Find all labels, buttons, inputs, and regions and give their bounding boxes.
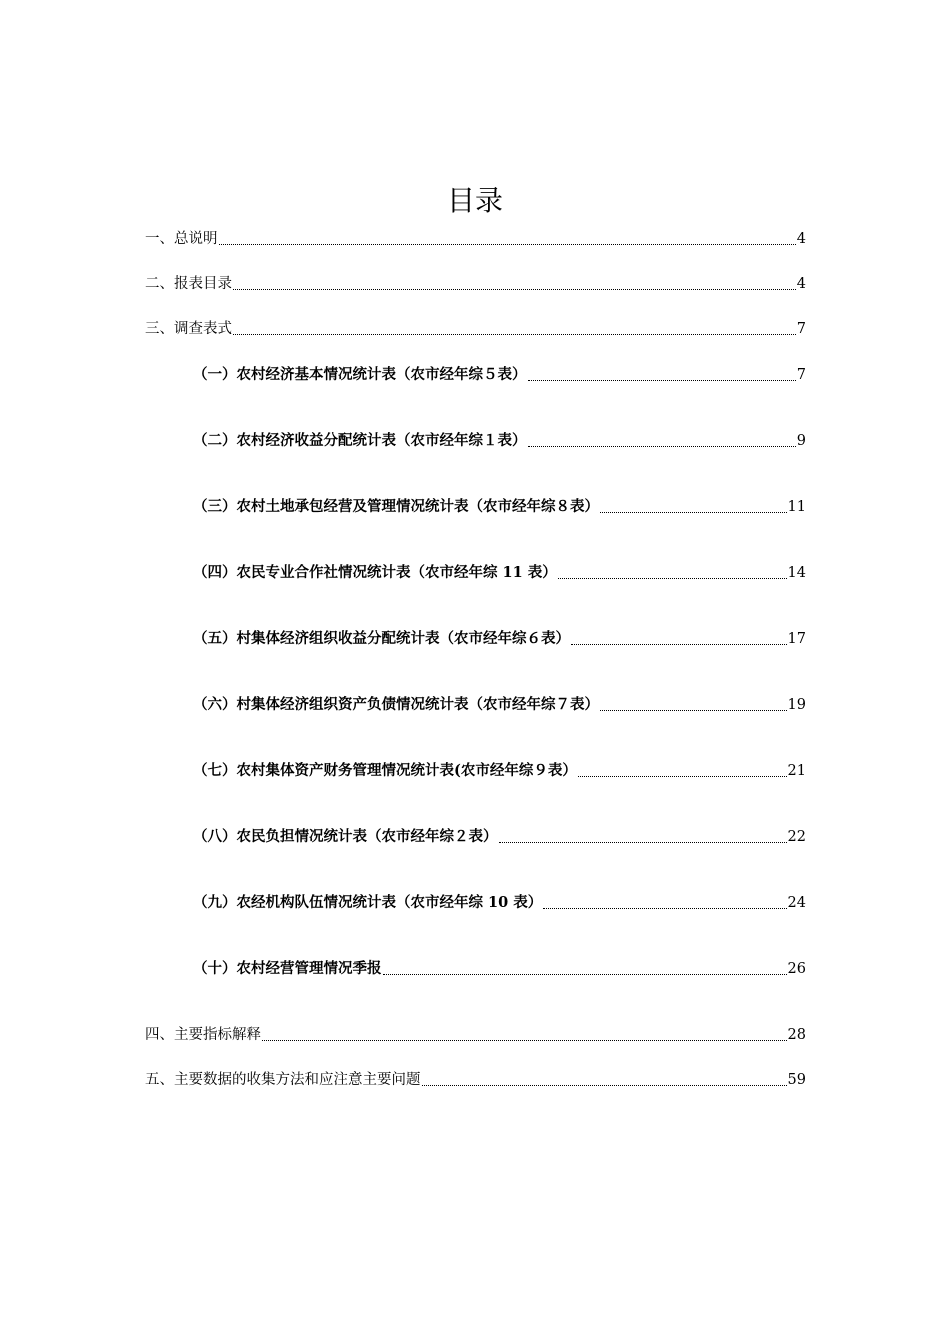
toc-subentry-7[interactable] (193, 757, 806, 781)
toc-page-number: 14 (787, 565, 806, 581)
toc-subentry-6[interactable] (193, 691, 806, 715)
toc-subentry-1[interactable] (193, 361, 806, 385)
toc-leader-dots (528, 446, 796, 447)
toc-page-number: 11 (787, 499, 806, 515)
toc-subentry-4[interactable] (193, 559, 806, 583)
toc-leader-dots (233, 334, 796, 335)
toc-entry-text: 三、调查表式 (145, 321, 232, 337)
toc-entry-survey-forms[interactable] (145, 315, 806, 339)
toc-entry-text: （七）农村集体资产财务管理情况统计表(农市经年综９表） (193, 762, 577, 779)
toc-page-number: 26 (787, 961, 806, 977)
toc-subentry-2[interactable] (193, 427, 806, 451)
toc-entry-general-description[interactable] (145, 225, 806, 249)
toc-entry-text: （五）村集体经济组织收益分配统计表（农市经年综６表） (193, 630, 570, 647)
toc-page-number: 22 (787, 829, 806, 845)
toc-entry-text: （六）村集体经济组织资产负债情况统计表（农市经年综７表） (193, 696, 599, 713)
toc-leader-dots (233, 289, 796, 290)
toc-page-number: 7 (796, 367, 806, 383)
toc-leader-dots (558, 578, 787, 579)
toc-leader-dots (383, 974, 787, 975)
toc-leader-dots (600, 512, 787, 513)
toc-leader-dots (528, 380, 796, 381)
toc-subentry-10[interactable] (193, 955, 806, 979)
toc-entry-text: 二、报表目录 (145, 276, 232, 292)
toc-page-number: 59 (787, 1072, 806, 1088)
toc-entry-text: （八）农民负担情况统计表（农市经年综２表） (193, 828, 498, 845)
toc-leader-dots (578, 776, 787, 777)
toc-entry-text: 五、主要数据的收集方法和应注意主要问题 (145, 1072, 421, 1088)
toc-leader-dots (543, 908, 786, 909)
toc-subentry-3[interactable] (193, 493, 806, 517)
toc-subentry-9[interactable] (193, 889, 806, 913)
toc-entry-text: （二）农村经济收益分配统计表（农市经年综１表） (193, 432, 527, 449)
toc-page-number: 4 (796, 231, 806, 247)
toc-page-number: 17 (787, 631, 806, 647)
toc-subentry-8[interactable] (193, 823, 806, 847)
toc-leader-dots (499, 842, 787, 843)
toc-entry-text: 一、总说明 (145, 231, 218, 247)
page-title: 目录 (446, 184, 503, 217)
toc-leader-dots (600, 710, 787, 711)
toc-page-number: 28 (787, 1027, 806, 1043)
toc-entry-indicator-explanations[interactable] (145, 1021, 806, 1045)
toc-page-number: 4 (796, 276, 806, 292)
toc-leader-dots (219, 244, 796, 245)
toc-page-number: 9 (796, 433, 806, 449)
toc-leader-dots (422, 1085, 787, 1086)
toc-entry-report-catalog[interactable] (145, 270, 806, 294)
toc-entry-text: （四）农民专业合作社情况统计表（农市经年综 11 表） (193, 564, 557, 581)
toc-page-number: 19 (787, 697, 806, 713)
toc-entry-text: （九）农经机构队伍情况统计表（农市经年综 10 表） (193, 894, 543, 911)
toc-entry-data-collection-methods[interactable] (145, 1066, 806, 1090)
toc-entry-text: （十）农村经营管理情况季报 (193, 960, 382, 977)
toc-subentry-5[interactable] (193, 625, 806, 649)
toc-entry-text: （三）农村土地承包经营及管理情况统计表（农市经年综８表） (193, 498, 599, 515)
toc-page-number: 21 (787, 763, 806, 779)
toc-leader-dots (262, 1040, 787, 1041)
toc-page-number: 7 (796, 321, 806, 337)
toc-entry-text: 四、主要指标解释 (145, 1027, 261, 1043)
toc-page-number: 24 (787, 895, 806, 911)
toc-entry-text: （一）农村经济基本情况统计表（农市经年综５表） (193, 366, 527, 383)
toc-leader-dots (571, 644, 787, 645)
